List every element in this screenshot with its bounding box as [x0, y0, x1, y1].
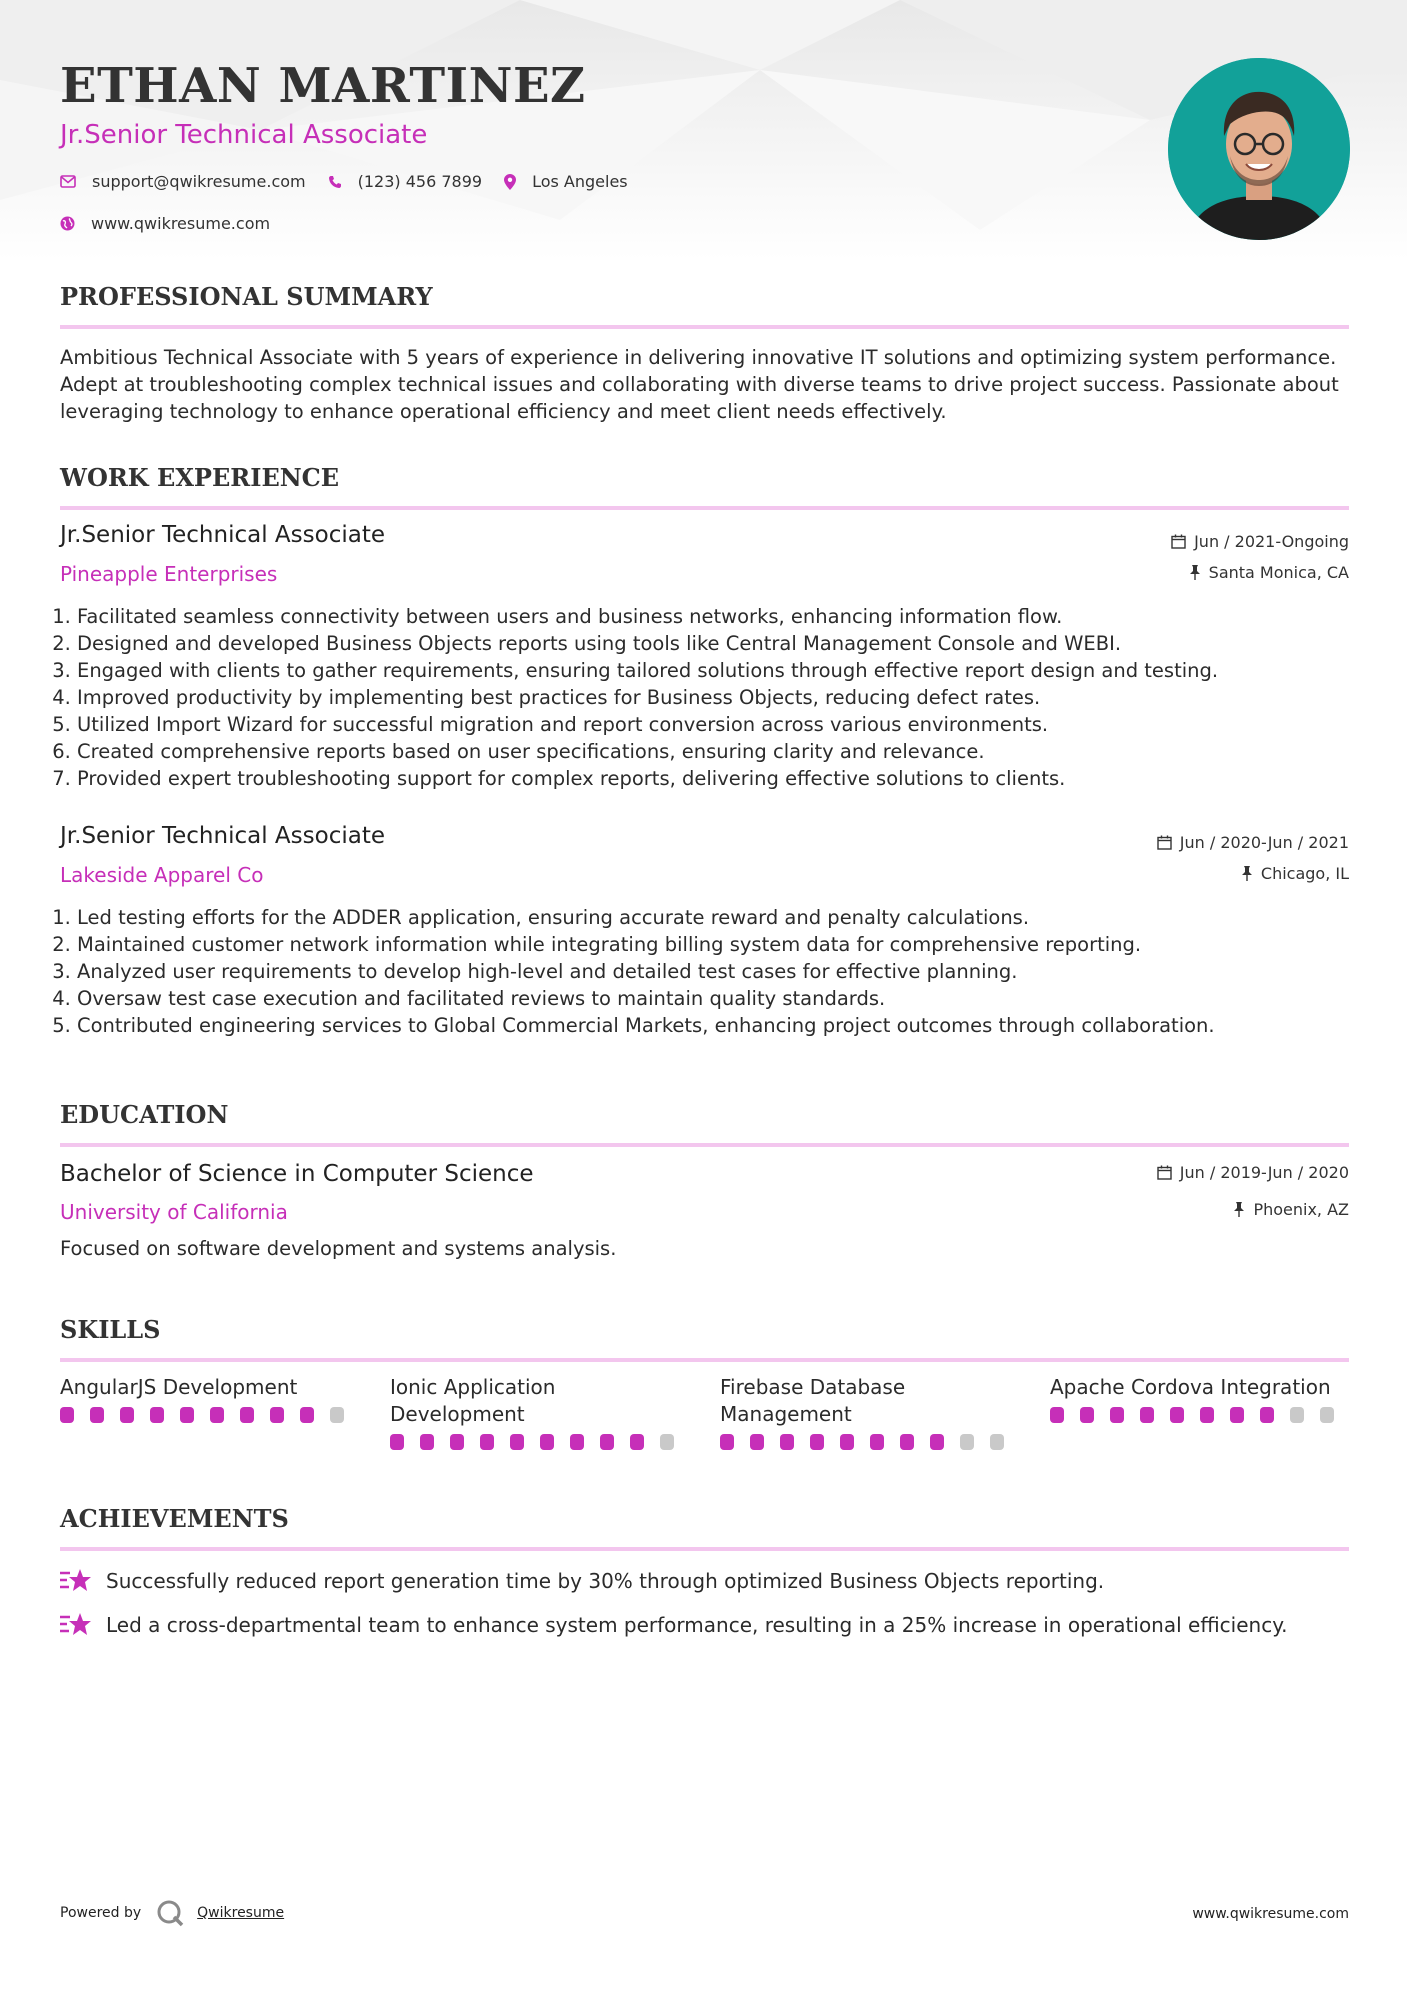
job-1-title: Jr.Senior Technical Associate [60, 522, 385, 548]
achievement-item [60, 1567, 1349, 1595]
pin-icon [1189, 565, 1201, 580]
list-item: 3. Analyzed user requirements to develop high-level and detailed test cases for effective planning. [77, 958, 1349, 985]
list-item: 7. Provided expert troubleshooting support for complex reports, delivering effective solutions to clients. [77, 765, 1349, 792]
skill-item [60, 1374, 360, 1423]
list-item: 5. Utilized Import Wizard for successful migration and report conversion across various environments. [77, 711, 1349, 738]
skill-dot-filled [180, 1407, 194, 1423]
pin-icon [1241, 866, 1253, 881]
phone-icon [328, 175, 342, 189]
skill-dot-filled [1110, 1407, 1124, 1423]
skill-dot-filled [240, 1407, 254, 1423]
skill-level-dots [1050, 1407, 1350, 1423]
skill-dot-filled [810, 1434, 824, 1450]
pin-icon [1233, 1202, 1245, 1217]
job-2-dates [1157, 833, 1349, 852]
email-text: support@qwikresume.com [92, 172, 306, 191]
skill-dot-empty [1320, 1407, 1334, 1423]
skills-grid [60, 1374, 1349, 1474]
job-1-bullets [60, 603, 1349, 792]
skill-dot-filled [1140, 1407, 1154, 1423]
skill-dot-filled [480, 1434, 494, 1450]
skill-dot-filled [1080, 1407, 1094, 1423]
skill-dot-filled [780, 1434, 794, 1450]
contact-location [504, 172, 628, 191]
job-2-location [1241, 864, 1349, 883]
contact-info-row [60, 172, 650, 191]
skill-item [390, 1374, 690, 1450]
job-1-location [1189, 563, 1349, 582]
skill-dot-filled [720, 1434, 734, 1450]
summary-text: Ambitious Technical Associate with 5 years of experience in delivering innovative IT solutions and optimizing system performance. Adept at troubleshooting complex technical issues and collaborating with diverse teams to drive project success. Passionate about leveraging technology to enhance operational efficiency and meet client needs effectively. [60, 346, 1339, 423]
skill-name: Ionic Application Development [390, 1375, 556, 1426]
list-item: 1. Led testing efforts for the ADDER application, ensuring accurate reward and penalty calculations. [77, 904, 1349, 931]
education-degree: Bachelor of Science in Computer Science [60, 1161, 534, 1187]
skill-dot-filled [420, 1434, 434, 1450]
skill-dot-filled [1230, 1407, 1244, 1423]
footer-website[interactable]: www.qwikresume.com [1192, 1906, 1349, 1922]
skill-level-dots [60, 1407, 360, 1423]
qwikresume-logo-icon [155, 1898, 185, 1928]
job-2-dates-text: Jun / 2020-Jun / 2021 [1179, 833, 1349, 852]
skill-dot-filled [1260, 1407, 1274, 1423]
skill-dot-filled [270, 1407, 284, 1423]
skill-dot-filled [1170, 1407, 1184, 1423]
candidate-title: Jr.Senior Technical Associate [60, 120, 428, 150]
education-description: Focused on software development and systems analysis. [60, 1237, 617, 1260]
skill-dot-filled [210, 1407, 224, 1423]
skill-name: Apache Cordova Integration [1050, 1375, 1331, 1399]
job-2-company: Lakeside Apparel Co [60, 863, 264, 887]
footer-powered-by [60, 1898, 284, 1928]
skill-dot-empty [990, 1434, 1004, 1450]
education-heading: EDUCATION [60, 1100, 1349, 1147]
list-item: 2. Maintained customer network information while integrating billing system data for comprehensive reporting. [77, 931, 1349, 958]
job-1-company: Pineapple Enterprises [60, 562, 278, 586]
skill-dot-filled [570, 1434, 584, 1450]
skill-dot-empty [960, 1434, 974, 1450]
skill-dot-filled [510, 1434, 524, 1450]
skill-dot-filled [840, 1434, 854, 1450]
skill-dot-empty [1290, 1407, 1304, 1423]
calendar-icon [1157, 1165, 1172, 1180]
job-1-dates-text: Jun / 2021-Ongoing [1194, 532, 1349, 551]
contact-website[interactable] [60, 214, 270, 233]
footer-brand-link[interactable]: Qwikresume [197, 1905, 285, 1921]
skill-level-dots [390, 1434, 690, 1450]
job-2-title: Jr.Senior Technical Associate [60, 823, 385, 849]
education-school: University of California [60, 1200, 288, 1224]
summary-heading: PROFESSIONAL SUMMARY [60, 282, 1349, 329]
envelope-icon [60, 175, 76, 188]
skill-dot-filled [750, 1434, 764, 1450]
achievements-heading: ACHIEVEMENTS [60, 1504, 1349, 1551]
skill-dot-filled [60, 1407, 74, 1423]
list-item: 6. Created comprehensive reports based on user specifications, ensuring clarity and relevance. [77, 738, 1349, 765]
skill-item [1050, 1374, 1350, 1423]
job-2-location-text: Chicago, IL [1260, 864, 1349, 883]
achievement-item [60, 1611, 1349, 1639]
list-item: 4. Oversaw test case execution and facilitated reviews to maintain quality standards. [77, 985, 1349, 1012]
list-item: 3. Engaged with clients to gather requirements, ensuring tailored solutions through effective report design and testing. [77, 657, 1349, 684]
star-badge-icon [60, 1567, 92, 1595]
skill-dot-filled [1200, 1407, 1214, 1423]
skill-dot-filled [120, 1407, 134, 1423]
list-item: 5. Contributed engineering services to Global Commercial Markets, enhancing project outcomes through collaboration. [77, 1012, 1349, 1039]
skill-name: Firebase Database Management [720, 1375, 906, 1426]
website-text: www.qwikresume.com [91, 214, 271, 233]
education-location-text: Phoenix, AZ [1253, 1200, 1349, 1219]
job-1-dates [1171, 532, 1349, 551]
achievement-text: Successfully reduced report generation time by 30% through optimized Business Objects reporting. [106, 1569, 1105, 1593]
skill-dot-empty [330, 1407, 344, 1423]
experience-heading: WORK EXPERIENCE [60, 463, 1349, 510]
skill-dot-filled [630, 1434, 644, 1450]
skill-dot-filled [150, 1407, 164, 1423]
calendar-icon [1171, 534, 1186, 549]
skill-dot-filled [540, 1434, 554, 1450]
contact-email[interactable] [60, 172, 306, 191]
job-1-location-text: Santa Monica, CA [1208, 563, 1349, 582]
contact-phone[interactable] [328, 172, 482, 191]
star-badge-icon [60, 1611, 92, 1639]
map-marker-icon [504, 174, 516, 190]
profile-photo [1168, 58, 1350, 240]
skill-name: AngularJS Development [60, 1375, 298, 1399]
list-item: 1. Facilitated seamless connectivity between users and business networks, enhancing information flow. [77, 603, 1349, 630]
skill-dot-filled [300, 1407, 314, 1423]
skill-dot-filled [900, 1434, 914, 1450]
skills-heading: SKILLS [60, 1315, 1349, 1362]
skill-dot-filled [930, 1434, 944, 1450]
skill-dot-filled [90, 1407, 104, 1423]
achievement-text: Led a cross-departmental team to enhance system performance, resulting in a 25% increase in operational efficiency. [106, 1613, 1288, 1637]
skill-dot-filled [870, 1434, 884, 1450]
job-2-bullets [60, 904, 1349, 1039]
avatar [1168, 58, 1350, 240]
location-text: Los Angeles [532, 172, 628, 191]
calendar-icon [1157, 835, 1172, 850]
list-item: 4. Improved productivity by implementing best practices for Business Objects, reducing defect rates. [77, 684, 1349, 711]
globe-icon [60, 216, 75, 231]
education-dates-text: Jun / 2019-Jun / 2020 [1179, 1163, 1349, 1182]
skill-level-dots [720, 1434, 1020, 1450]
education-location [1233, 1200, 1349, 1219]
education-dates [1157, 1163, 1349, 1182]
phone-text: (123) 456 7899 [357, 172, 483, 191]
list-item: 2. Designed and developed Business Objects reports using tools like Central Management Console and WEBI. [77, 630, 1349, 657]
skill-dot-filled [390, 1434, 404, 1450]
skill-dot-filled [1050, 1407, 1064, 1423]
contact-website-row [60, 214, 292, 233]
skill-item [720, 1374, 1020, 1450]
skill-dot-filled [450, 1434, 464, 1450]
skill-dot-empty [660, 1434, 674, 1450]
skill-dot-filled [600, 1434, 614, 1450]
powered-by-text: Powered by [60, 1905, 142, 1921]
candidate-name: ETHAN MARTINEZ [60, 58, 586, 114]
